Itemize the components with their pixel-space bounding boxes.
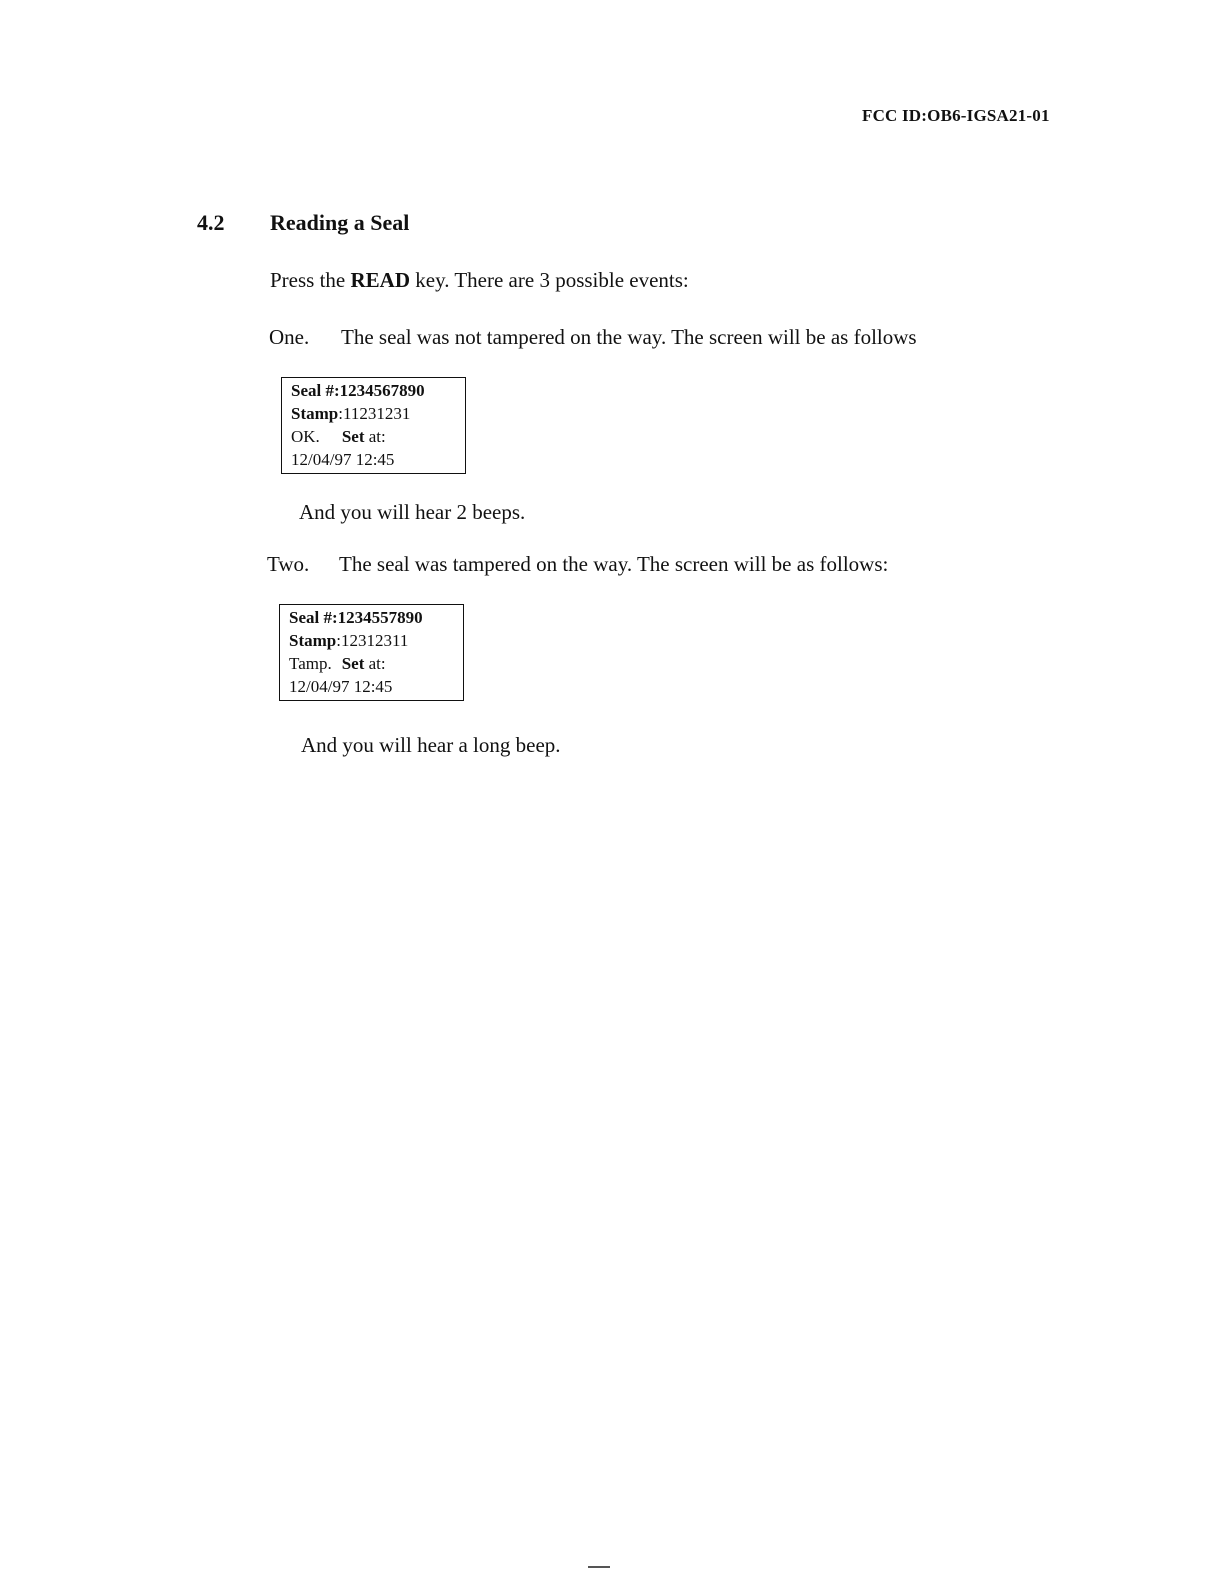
event-two-paragraph: [267, 552, 888, 577]
seal-number-row: [291, 379, 457, 402]
status-row: [289, 652, 455, 675]
datetime-row: 12/04/97 12:45: [289, 677, 393, 696]
stamp-row: [289, 629, 455, 652]
section-title: Reading a Seal: [270, 210, 410, 235]
fcc-id-header: FCC ID:OB6-IGSA21-01: [862, 106, 1050, 125]
event-two-label: Two.: [267, 552, 310, 576]
stamp-label: Stamp: [289, 631, 337, 650]
seal-number-row: [289, 606, 455, 629]
event-two-text: The seal was tampered on the way. The screen will be as follows:: [339, 552, 889, 576]
event-one-label: One.: [269, 325, 310, 349]
set-label: Set: [341, 654, 365, 673]
event-two-result: And you will hear a long beep.: [301, 733, 561, 757]
stamp-row: [291, 402, 457, 425]
display-screen-ok: [281, 377, 466, 474]
status-text: OK.: [291, 427, 320, 446]
event-one-result: And you will hear 2 beeps.: [299, 500, 526, 524]
seal-number-label: Seal #:: [291, 381, 340, 400]
seal-number-value: 1234567890: [339, 381, 425, 400]
intro-text-before: Press the: [270, 268, 351, 292]
set-suffix: at:: [364, 427, 386, 446]
section-number: 4.2: [197, 210, 225, 235]
read-key-label: READ: [350, 268, 411, 292]
seal-number-value: 1234557890: [337, 608, 423, 627]
display-screen-tampered: [279, 604, 464, 701]
seal-number-label: Seal #:: [289, 608, 338, 627]
datetime-row: 12/04/97 12:45: [291, 450, 395, 469]
stamp-label: Stamp: [291, 404, 339, 423]
event-one-text: The seal was not tampered on the way. The screen will be as follows: [341, 325, 917, 349]
set-label: Set: [341, 427, 365, 446]
status-text: Tamp.: [289, 654, 332, 673]
intro-paragraph: [270, 268, 689, 293]
set-suffix: at:: [364, 654, 386, 673]
status-row: [291, 425, 457, 448]
intro-text-after: key. There are 3 possible events:: [410, 268, 689, 292]
page-number-mark: [588, 1566, 610, 1568]
stamp-value: :11231231: [338, 404, 411, 423]
stamp-value: :12312311: [336, 631, 409, 650]
event-one-paragraph: [269, 325, 917, 350]
